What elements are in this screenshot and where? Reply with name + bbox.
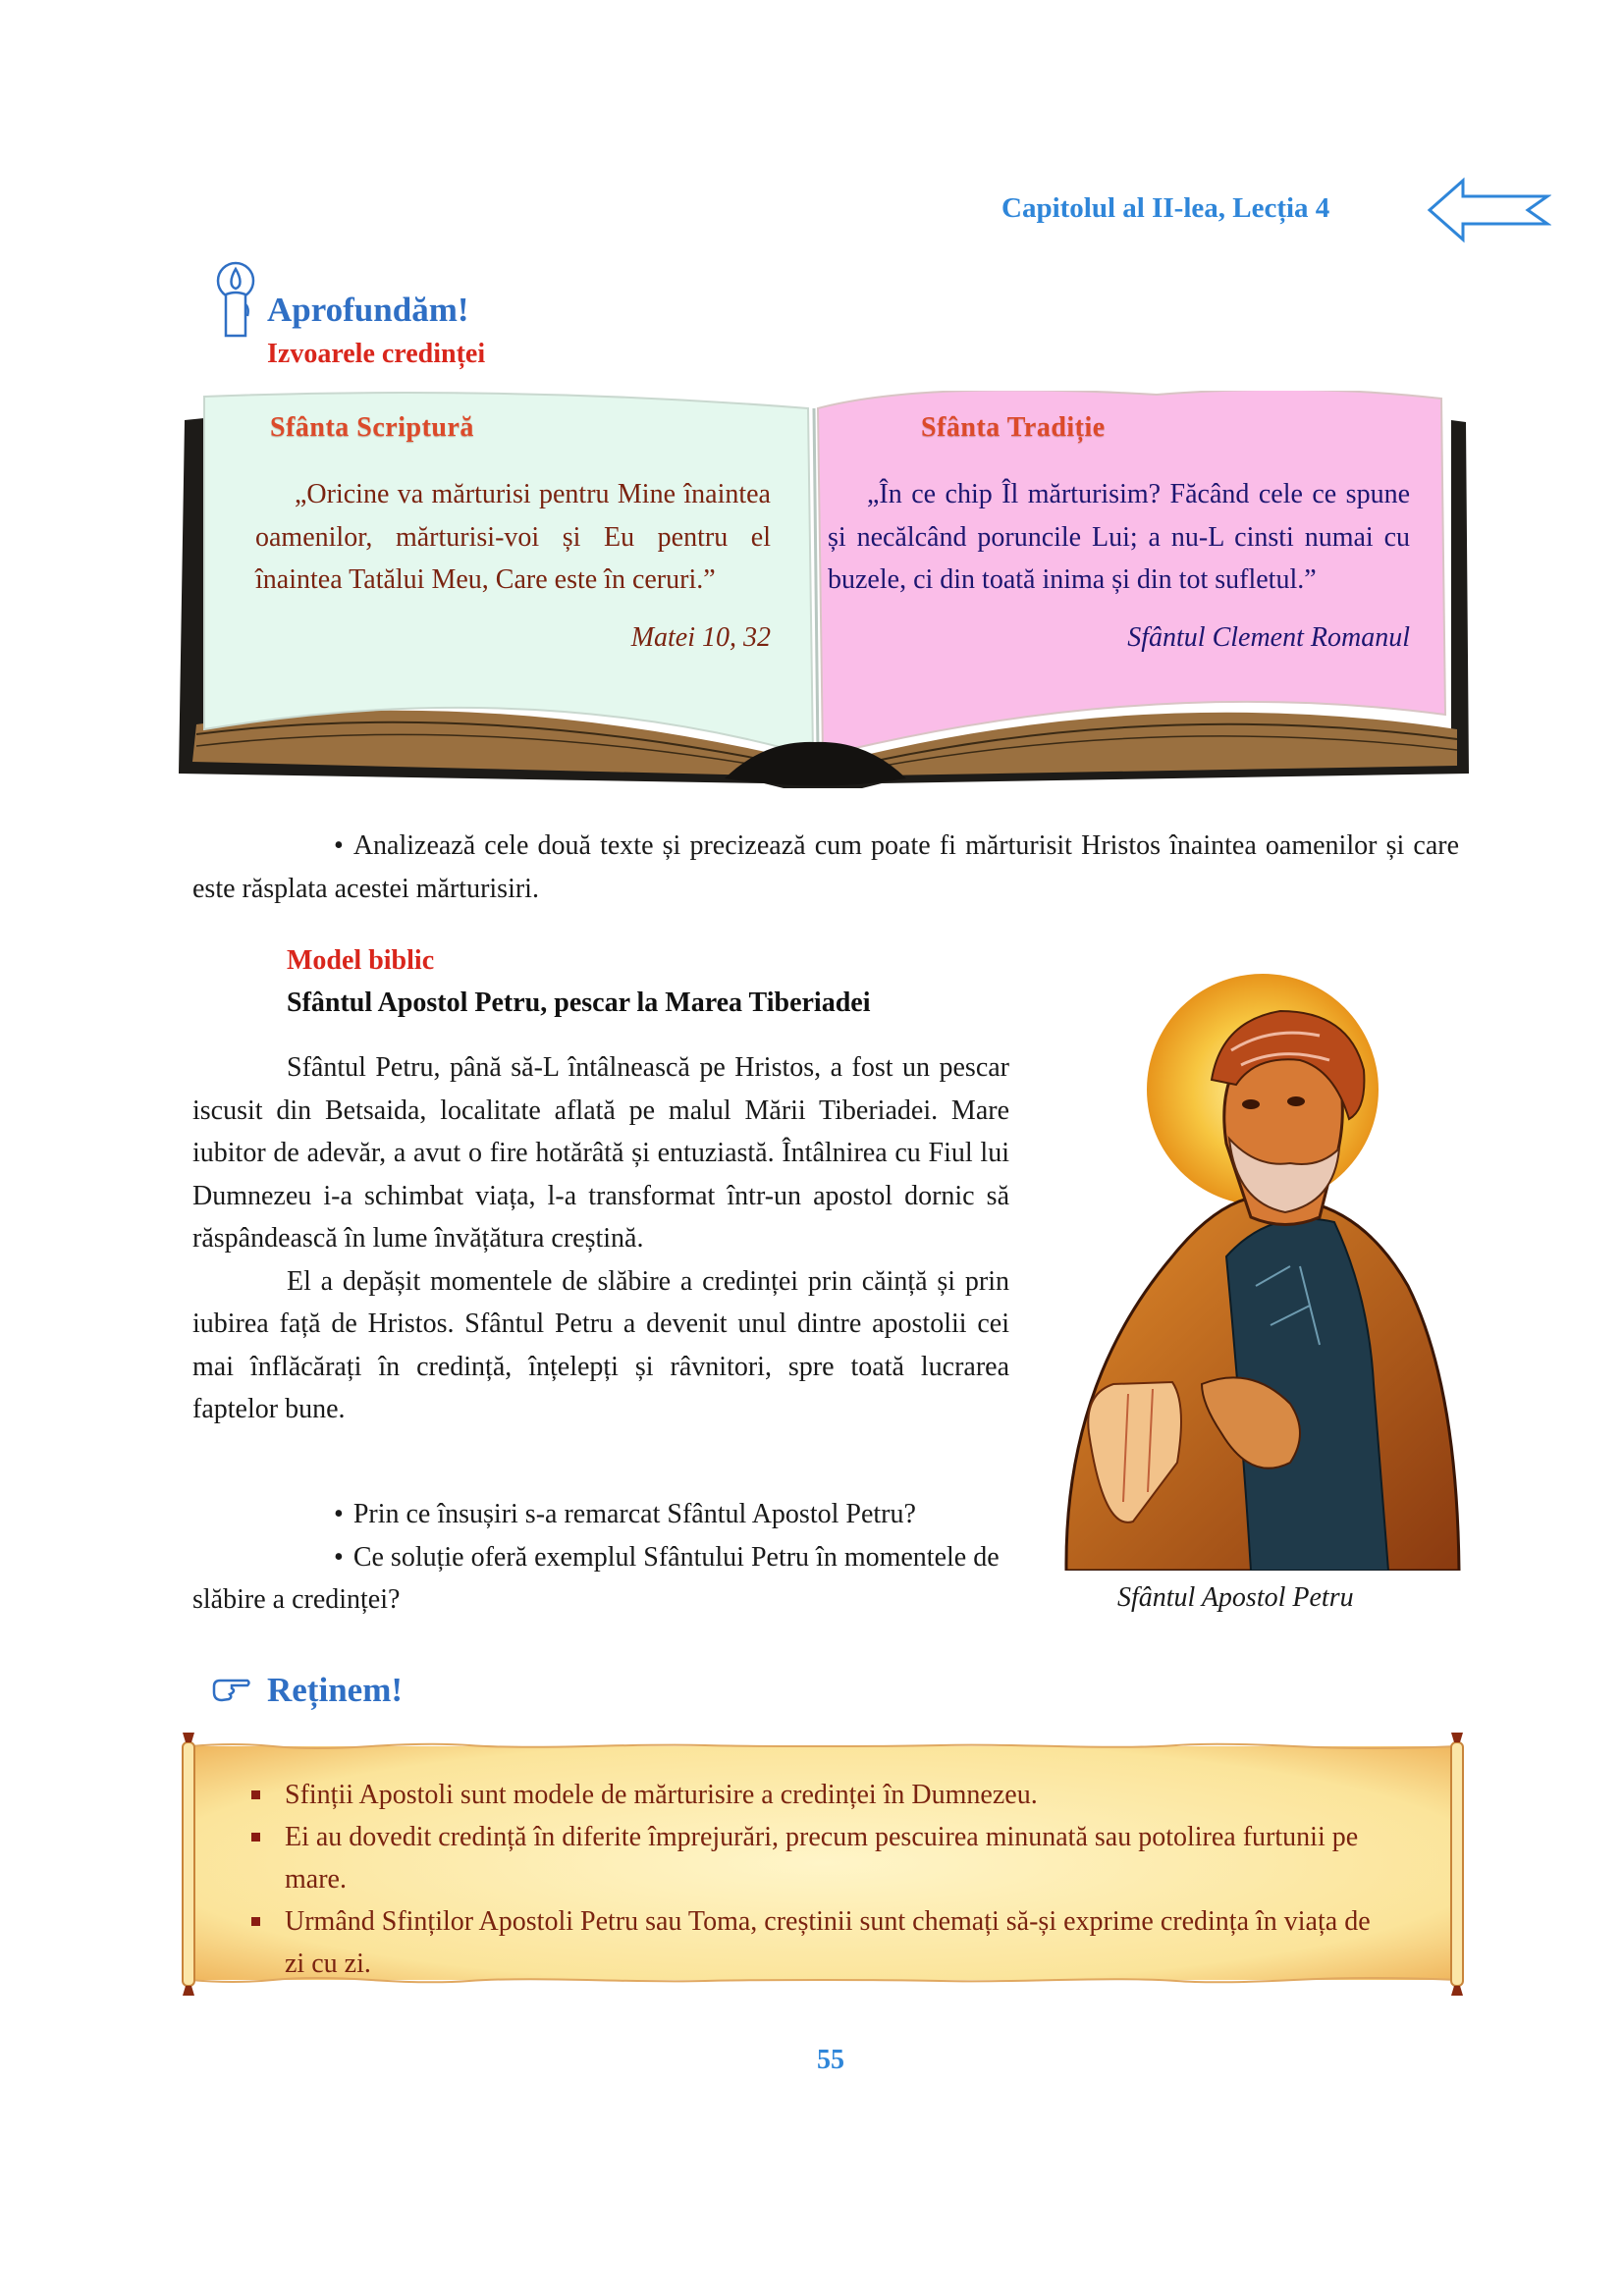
square-bullet-icon — [251, 1833, 260, 1842]
retinem-title: Reținem! — [267, 1671, 404, 1709]
pointing-hand-icon — [212, 1677, 251, 1704]
candle-icon — [214, 261, 257, 340]
task-paragraph — [192, 825, 1459, 911]
scripture-source: Matei 10, 32 — [630, 621, 771, 653]
task-text: Analizează cele două texte și precizează cum poate fi mărturisit Hristos înaintea oamenilor și care este răsplata acestei mărturisiri. — [192, 830, 1459, 904]
back-arrow-icon[interactable] — [1426, 177, 1551, 243]
questions-list — [192, 1493, 1009, 1622]
section-subtitle: Izvoarele credinței — [267, 339, 486, 369]
saint-peter-icon-image — [1055, 972, 1467, 1571]
question-item: • Ce soluție oferă exemplul Sfântului Petru în momentele de slăbire a credinței? — [192, 1536, 1009, 1622]
question-item: • Prin ce însușiri s-a remarcat Sfântul Apostol Petru? — [192, 1493, 1009, 1536]
summary-scroll — [175, 1725, 1471, 2000]
square-bullet-icon — [251, 1917, 260, 1926]
page-number: 55 — [817, 2045, 844, 2075]
left-page — [255, 412, 771, 654]
right-page — [828, 412, 1410, 654]
scripture-quote: „Oricine va mărturisi pentru Mine înaintea oamenilor, mărturisi-voi și Eu pentru el înaintea Tatălui Meu, Care este în ceruri.” — [255, 479, 771, 595]
model-heading: Model biblic — [287, 945, 435, 976]
bullet-icon: • — [334, 830, 344, 861]
bullet-icon: • — [334, 1541, 344, 1573]
section-title: Aprofundăm! — [267, 291, 469, 329]
model-subheading: Sfântul Apostol Petru, pescar la Marea Tiberiadei — [287, 988, 871, 1018]
bullet-icon: • — [334, 1499, 344, 1529]
summary-item: Urmând Sfinților Apostoli Petru sau Toma, creștinii sunt chemați să-și exprime credința în viața de zi cu zi. — [285, 1900, 1384, 1985]
summary-list — [285, 1774, 1384, 1985]
square-bullet-icon — [251, 1790, 260, 1799]
left-page-heading: Sfânta Scriptură — [270, 412, 474, 443]
tradition-source: Sfântul Clement Romanul — [1127, 621, 1410, 653]
story-text — [192, 1046, 1009, 1431]
image-caption: Sfântul Apostol Petru — [1117, 1582, 1354, 1613]
summary-item: Ei au dovedit credință în diferite împrejurări, precum pescuirea minunată sau potolirea furtunii pe mare. — [285, 1816, 1384, 1900]
chapter-header: Capitolul al II-lea, Lecția 4 — [1001, 192, 1330, 224]
tradition-quote: „În ce chip Îl mărturisim? Făcând cele ce spune și necălcând poruncile Lui; a nu-L cinsti numai cu buzele, ci din toată inima și din tot sufletul.” — [828, 479, 1410, 595]
open-book-illustration — [175, 391, 1471, 788]
story-paragraph: El a depășit momentele de slăbire a credinței prin căință și prin iubirea față de Hristos. Sfântul Petru a devenit unul dintre apostolii cei mai înflăcărați în credință, înțelepți și râvnitori, spre toată lucrarea faptelor bune. — [192, 1265, 1009, 1424]
story-paragraph: Sfântul Petru, până să-L întâlnească pe Hristos, a fost un pescar iscusit din Betsaida, localitate aflată pe malul Mării Tiberiadei. Mare iubitor de adevăr, a avut o fire hotărâtă și entuziastă. Întâlnirea cu Fiul lui Dumnezeu i-a schimbat viața, l-a transformat într-un apostol dornic să răspândească în lume învățătura creștină. — [192, 1052, 1009, 1254]
right-page-heading: Sfânta Tradiție — [921, 412, 1106, 443]
summary-item: Sfinții Apostoli sunt modele de mărturisire a credinței în Dumnezeu. — [285, 1774, 1384, 1816]
